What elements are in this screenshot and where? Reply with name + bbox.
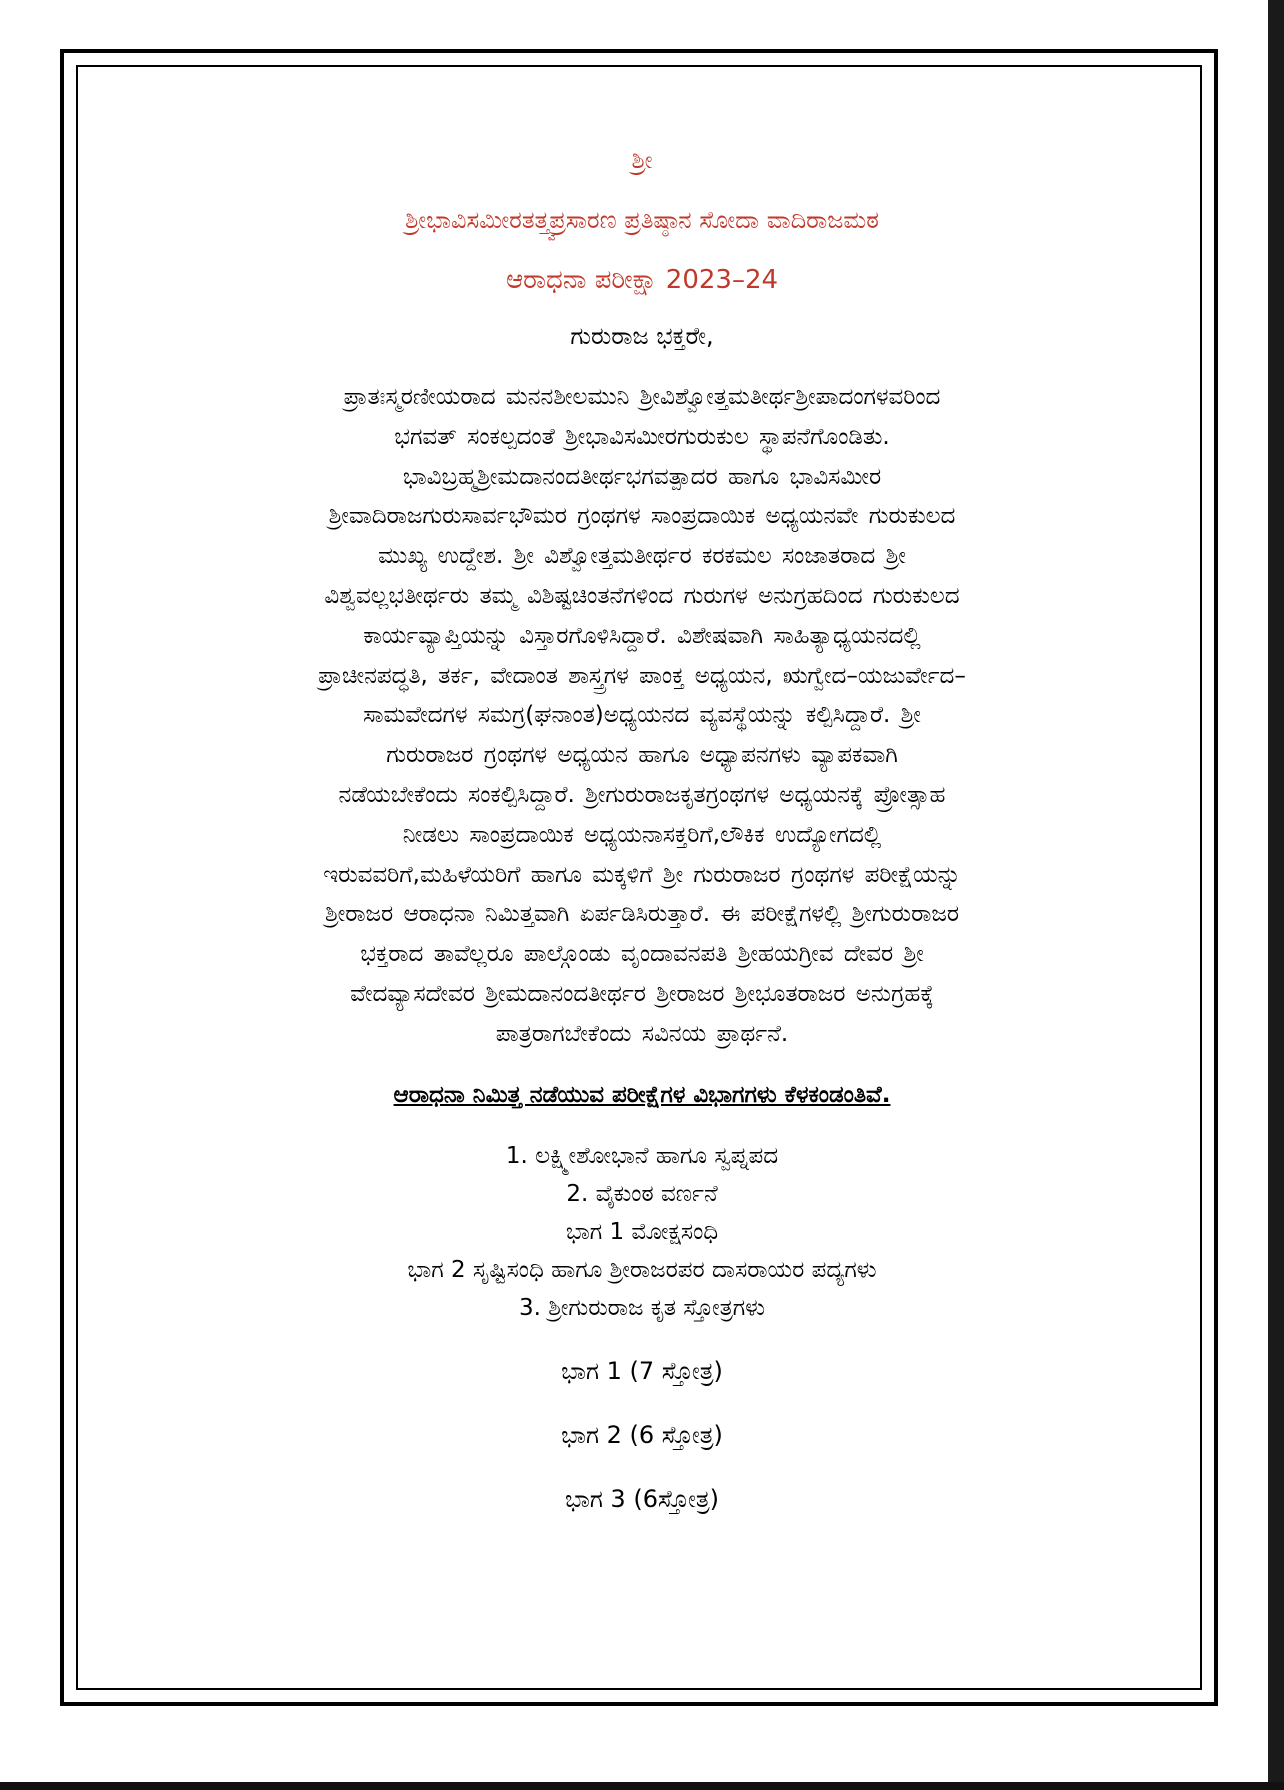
body-line: ಕಾರ್ಯವ್ಯಾಪ್ತಿಯನ್ನು ವಿಸ್ತಾರಗೊಳಿಸಿದ್ದಾರೆ. ವಿಶೇಷವಾಗಿ ಸಾಹಿತ್ಯಾಧ್ಯಯನದಲ್ಲಿ <box>363 622 921 649</box>
document-content <box>150 140 1134 1519</box>
section-item-2: 2. ವೈಕುಂಠ ವರ್ಣನೆ <box>566 1180 718 1207</box>
screen-bottom-edge <box>0 1782 1284 1790</box>
body-line: ಇರುವವರಿಗೆ,ಮಹಿಳೆಯರಿಗೆ ಹಾಗೂ ಮಕ್ಕಳಿಗೆ ಶ್ರೀ ಗುರುರಾಜರ ಗ್ರಂಥಗಳ ಪರೀಕ್ಷೆಯನ್ನು <box>323 861 961 888</box>
section-item-3: 3. ಶ್ರೀಗುರುರಾಜ ಕೃತ ಸ್ತೋತ್ರಗಳು <box>518 1294 766 1321</box>
body-line: ಶ್ರೀವಾದಿರಾಜಗುರುಸಾರ್ವಭೌಮರ ಗ್ರಂಥಗಳ ಸಾಂಪ್ರದಾಯಿಕ ಅಧ್ಯಯನವೇ ಗುರುಕುಲದ <box>328 503 956 530</box>
sections-list <box>150 1137 1134 1519</box>
body-line: ನೀಡಲು ಸಾಂಪ್ರದಾಯಿಕ ಅಧ್ಯಯನಾಸಕ್ತರಿಗೆ,ಲೌಕಿಕ ಉದ್ಯೋಗದಲ್ಲಿ <box>402 821 882 848</box>
body-line: ಸಾಮವೇದಗಳ ಸಮಗ್ರ(ಘನಾಂತ)ಅಧ್ಯಯನದ ವ್ಯವಸ್ಥೆಯನ್ನು ಕಲ್ಪಿಸಿದ್ದಾರೆ. ಶ್ರೀ <box>363 702 921 729</box>
screen-right-edge <box>1268 0 1284 1790</box>
section-item-3-part-1: ಭಾಗ 1 (7 ಸ್ತೋತ್ರ) <box>561 1356 723 1385</box>
section-item-2-part-2: ಭಾಗ 2 ಸೃಷ್ಟಿಸಂಧಿ ಹಾಗೂ ಶ್ರೀರಾಜರಪರ ದಾಸರಾಯರ ಪದ್ಯಗಳು <box>407 1256 877 1283</box>
body-line: ನಡೆಯಬೇಕೆಂದು ಸಂಕಲ್ಪಿಸಿದ್ದಾರೆ. ಶ್ರೀಗುರುರಾಜಕೃತಗ್ರಂಥಗಳ ಅಧ್ಯಯನಕ್ಕೆ ಪ್ರೋತ್ಸಾಹ <box>338 781 946 808</box>
exam-title: ಆರಾಧನಾ ಪರೀಕ್ಷಾ 2023–24 <box>505 265 779 295</box>
body-paragraph <box>150 378 1134 1055</box>
body-line: ಭಾವಿಬ್ರಹ್ಮಶ್ರೀಮದಾನಂದತೀರ್ಥಭಗವತ್ಪಾದರ ಹಾಗೂ ಭಾವಿಸಮೀರ <box>402 463 882 490</box>
body-line: ಭಗವತ್ ಸಂಕಲ್ಪದಂತೆ ಶ್ರೀಭಾವಿಸಮೀರಗುರುಕುಲ ಸ್ಥಾಪನೆಗೊಂಡಿತು. <box>394 423 890 450</box>
body-line: ಶ್ರೀರಾಜರ ಆರಾಧನಾ ನಿಮಿತ್ತವಾಗಿ ಏರ್ಪಡಿಸಿರುತ್ತಾರೆ. ಈ ಪರೀಕ್ಷೆಗಳಲ್ಲಿ ಶ್ರೀಗುರುರಾಜರ <box>325 901 959 928</box>
body-line: ಪಾತ್ರರಾಗಬೇಕೆಂದು ಸವಿನಯ ಪ್ರಾರ್ಥನೆ. <box>495 1020 789 1047</box>
section-item-1: 1. ಲಕ್ಷ್ಮೀಶೋಭಾನೆ ಹಾಗೂ ಸ್ವಪ್ನಪದ <box>505 1142 779 1169</box>
section-item-3-part-3: ಭಾಗ 3 (6ಸ್ತೋತ್ರ) <box>564 1484 720 1513</box>
body-line: ಭಕ್ತರಾದ ತಾವೆಲ್ಲರೂ ಪಾಲ್ಗೊಂಡು ವೃಂದಾವನಪತಿ ಶ್ರೀಹಯಗ್ರೀವ ದೇವರ ಶ್ರೀ <box>360 941 924 968</box>
sections-heading: ಆರಾಧನಾ ನಿಮಿತ್ತ ನಡೆಯುವ ಪರೀಕ್ಷೆಗಳ ವಿಭಾಗಗಳು ಕೆಳಕಂಡಂತಿವೆ. <box>393 1081 891 1108</box>
body-line: ಪ್ರಾಚೀನಪದ್ಧತಿ, ತರ್ಕ, ವೇದಾಂತ ಶಾಸ್ತ್ರಗಳ ಪಾಂಕ್ತ ಅಧ್ಯಯನ, ಋಗ್ವೇದ–ಯಜುರ್ವೇದ– <box>318 662 966 689</box>
body-line: ಗುರುರಾಜರ ಗ್ರಂಥಗಳ ಅಧ್ಯಯನ ಹಾಗೂ ಅಧ್ಯಾಪನಗಳು ವ್ಯಾಪಕವಾಗಿ <box>386 742 898 769</box>
greeting: ಗುರುರಾಜ ಭಕ್ತರೇ, <box>570 322 714 350</box>
sri-invocation: ಶ್ರೀ <box>631 146 653 174</box>
body-line: ಪ್ರಾತಃಸ್ಮರಣೀಯರಾದ ಮನನಶೀಲಮುನಿ ಶ್ರೀವಿಶ್ವೋತ್ತಮತೀರ್ಥಶ್ರೀಪಾದಂಗಳವರಿಂದ <box>343 384 941 410</box>
body-line: ವೇದವ್ಯಾಸದೇವರ ಶ್ರೀಮದಾನಂದತೀರ್ಥರ ಶ್ರೀರಾಜರ ಶ್ರೀಭೂತರಾಜರ ಅನುಗ್ರಹಕ್ಕೆ <box>350 980 934 1007</box>
organization-title: ಶ್ರೀಭಾವಿಸಮೀರತತ್ತ್ವಪ್ರಸಾರಣ ಪ್ರತಿಷ್ಠಾನ ಸೋದಾ ವಾದಿರಾಜಮಠ <box>405 206 879 234</box>
body-line: ವಿಶ್ವವಲ್ಲಭತೀರ್ಥರು ತಮ್ಮ ವಿಶಿಷ್ಟಚಿಂತನೆಗಳಿಂದ ಗುರುಗಳ ಅನುಗ್ರಹದಿಂದ ಗುರುಕುಲದ <box>324 582 960 609</box>
section-item-2-part-1: ಭಾಗ 1 ಮೋಕ್ಷಸಂಧಿ <box>565 1218 719 1245</box>
body-line: ಮುಖ್ಯ ಉದ್ದೇಶ. ಶ್ರೀ ವಿಶ್ವೋತ್ತಮತೀರ್ಥರ ಕರಕಮಲ ಸಂಜಾತರಾದ ಶ್ರೀ <box>378 543 906 570</box>
section-item-3-part-2: ಭಾಗ 2 (6 ಸ್ತೋತ್ರ) <box>561 1420 723 1449</box>
